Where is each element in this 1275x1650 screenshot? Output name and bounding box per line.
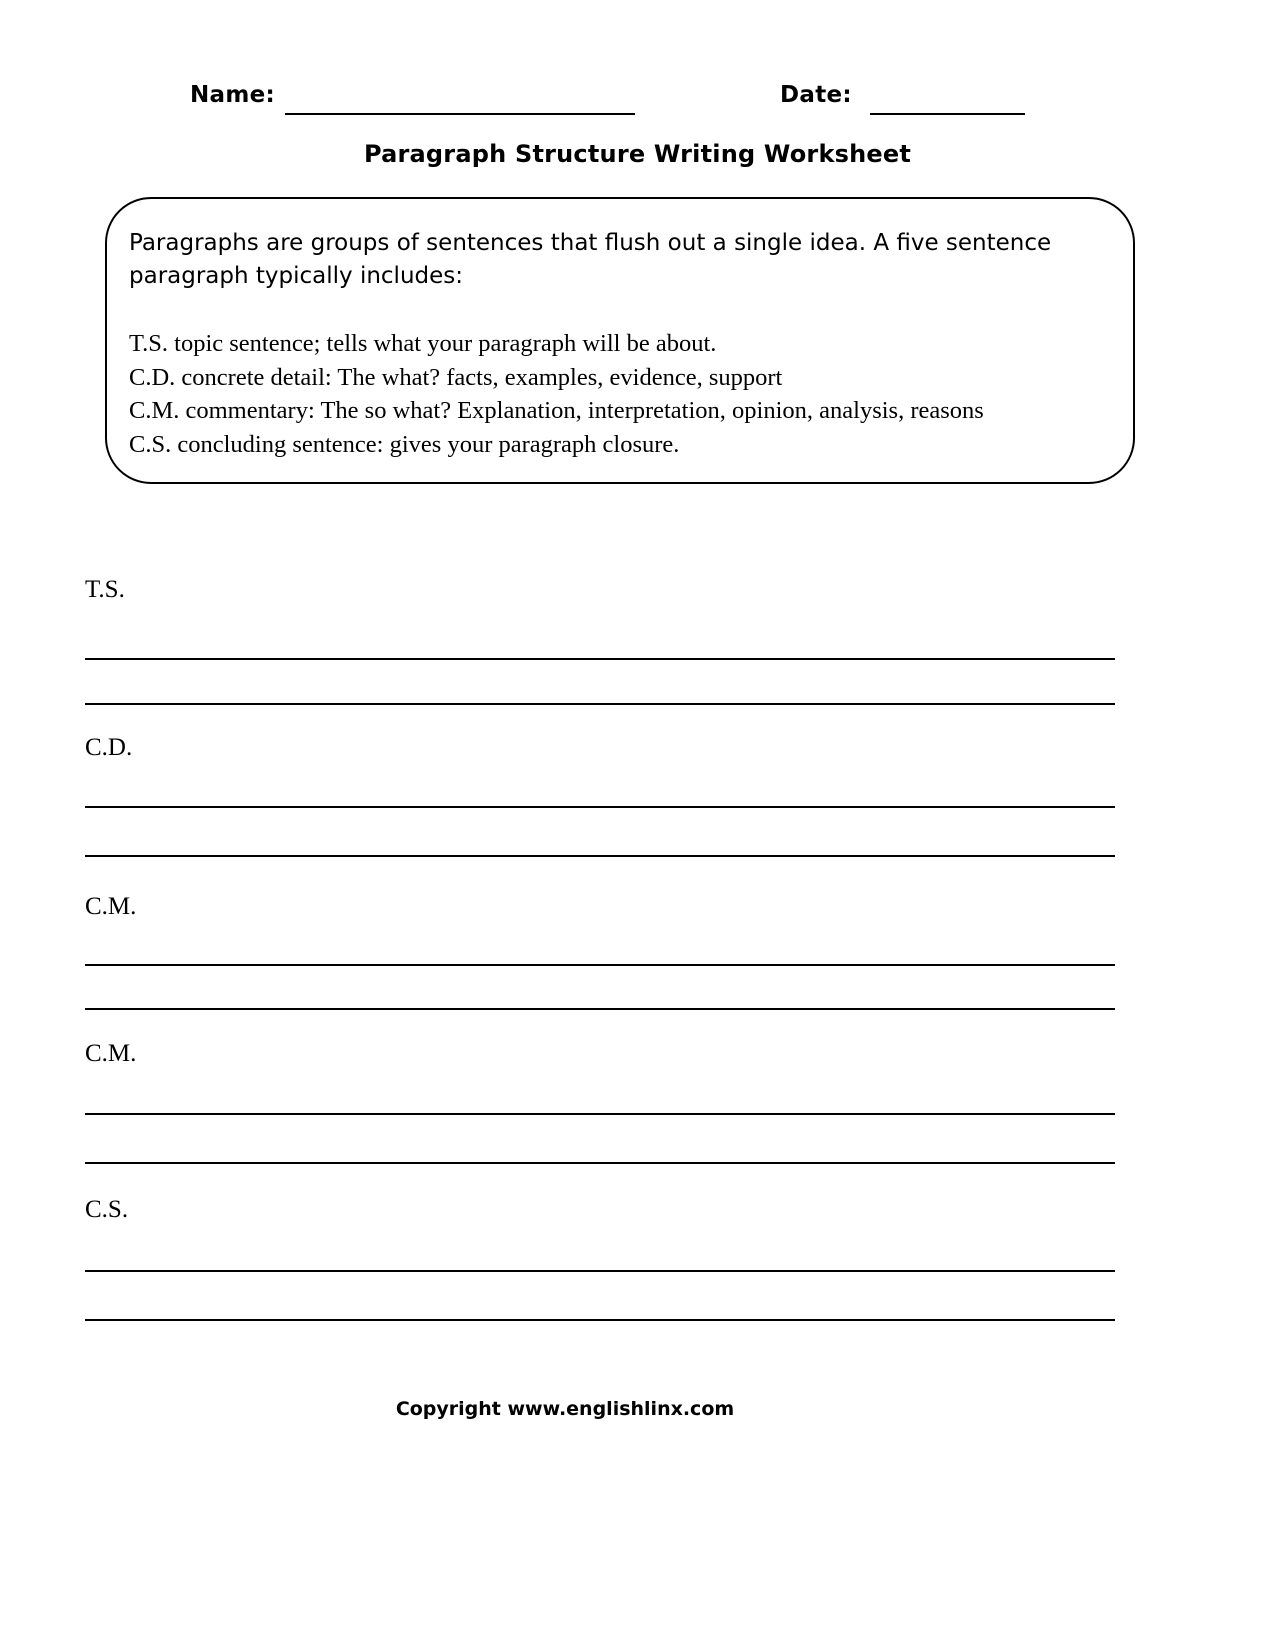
date-input-line[interactable] <box>870 113 1025 115</box>
section-label-cm-1: C.M. <box>85 893 137 920</box>
write-line[interactable] <box>85 1008 1115 1010</box>
definition-item-cs: C.S. concluding sentence: gives your paragraph closure. <box>129 430 680 458</box>
definition-item-cm: C.M. commentary: The so what? Explanation, interpretation, opinion, analysis, reasons <box>129 397 984 424</box>
write-line[interactable] <box>85 658 1115 660</box>
definition-list <box>129 327 1119 461</box>
instruction-box <box>105 197 1135 484</box>
section-label-cm-2: C.M. <box>85 1040 137 1067</box>
definition-item-ts: T.S. topic sentence; tells what your paragraph will be about. <box>129 330 717 357</box>
section-label-cs: C.S. <box>85 1196 129 1223</box>
date-label: Date: <box>780 82 852 108</box>
section-label-cd: C.D. <box>85 734 133 761</box>
instruction-intro-text: Paragraphs are groups of sentences that flush out a single idea. A five sentence paragraph typically includes: <box>129 230 1052 289</box>
definition-item-cd: C.D. concrete detail: The what? facts, examples, evidence, support <box>129 363 783 391</box>
write-line[interactable] <box>85 1270 1115 1272</box>
write-line[interactable] <box>85 1319 1115 1321</box>
write-line[interactable] <box>85 806 1115 808</box>
section-label-ts: T.S. <box>85 576 125 603</box>
copyright-notice: Copyright www.englishlinx.com <box>395 1398 735 1420</box>
name-input-line[interactable] <box>285 113 635 115</box>
page-title: Paragraph Structure Writing Worksheet <box>363 140 912 168</box>
write-line[interactable] <box>85 964 1115 966</box>
write-line[interactable] <box>85 1113 1115 1115</box>
write-line[interactable] <box>85 1162 1115 1164</box>
write-line[interactable] <box>85 855 1115 857</box>
write-line[interactable] <box>85 703 1115 705</box>
name-label: Name: <box>190 82 276 108</box>
header-row <box>90 82 1185 122</box>
